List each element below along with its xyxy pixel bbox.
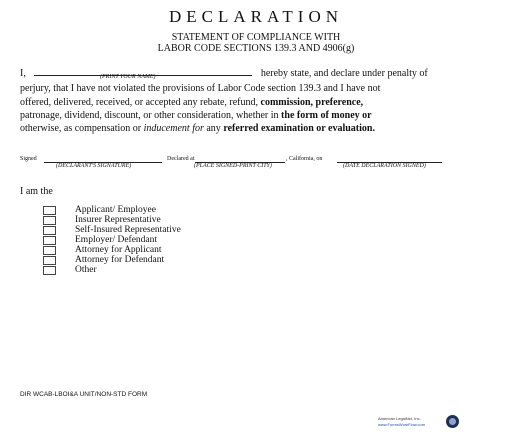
form-id: DIR WCAB-LBOI&A UNIT/NON-STD FORM <box>20 391 148 398</box>
publisher-url: www.FormsWorkFlow.com <box>378 422 426 427</box>
option-insurer-representative: Insurer Representative <box>75 215 161 225</box>
checkbox-applicant-employee[interactable] <box>43 206 56 215</box>
declarant-signature-label: (DECLARANT'S SIGNATURE) <box>56 163 132 169</box>
statement-prefix: I, <box>20 68 26 79</box>
checkbox-attorney-defendant[interactable] <box>43 256 56 265</box>
option-employer-defendant: Employer/ Defendant <box>75 235 158 245</box>
subtitle-line-2: LABOR CODE SECTIONS 139.3 AND 4906(g) <box>157 43 355 54</box>
document-title: DECLARATION <box>169 7 343 26</box>
option-self-insured-representative: Self-Insured Representative <box>75 225 181 235</box>
checkbox-employer-defendant[interactable] <box>43 236 56 245</box>
statement-line-1 <box>20 65 428 80</box>
signed-label: Signed <box>20 156 37 162</box>
statement-line-3-bold: commission, preference, <box>260 97 364 108</box>
option-applicant-employee: Applicant/ Employee <box>75 205 156 215</box>
statement-line-2: perjury, that I have not violated the provisions of Labor Code section 139.3 and I have not <box>20 83 381 94</box>
option-attorney-defendant: Attorney for Defendant <box>75 255 165 265</box>
statement-line-3 <box>20 97 363 109</box>
place-signed-label: (PLACE SIGNED-PRINT CITY) <box>194 163 272 169</box>
i-am-the-label: I am the <box>20 186 53 197</box>
statement-line-4-bold: the form of money or <box>281 110 372 121</box>
statement-line-5-bold: referred examination or evaluation. <box>223 123 375 134</box>
statement-line-4 <box>20 110 372 122</box>
print-name-label: (PRINT YOUR NAME) <box>100 74 156 80</box>
statement-line-5-italic: inducement for <box>143 123 204 134</box>
option-attorney-applicant: Attorney for Applicant <box>75 245 162 255</box>
checkbox-self-insured-representative[interactable] <box>43 226 56 235</box>
date-signed-label: (DATE DECLARATION SIGNED) <box>343 163 426 169</box>
declared-at-label: Declared at <box>167 156 195 162</box>
statement-line-5 <box>20 123 375 135</box>
subtitle-line-1: STATEMENT OF COMPLIANCE WITH <box>171 32 341 43</box>
statement-line-4-text: patronage, dividend, discount, or other consideration, whether in <box>20 110 279 121</box>
california-on-label: , California, on <box>286 156 323 162</box>
publisher-logo-icon <box>446 415 459 428</box>
statement-after-name: hereby state, and declare under penalty of <box>260 68 428 79</box>
checkbox-insurer-representative[interactable] <box>43 216 56 225</box>
publisher-name: American LegalNet, Inc. <box>378 416 421 421</box>
checkbox-other[interactable] <box>43 266 56 275</box>
checkbox-attorney-applicant[interactable] <box>43 246 56 255</box>
statement-line-5-text: otherwise, as compensation or <box>20 123 142 134</box>
statement-line-3-text: offered, delivered, received, or accepted any rebate, refund, <box>20 97 259 108</box>
statement-line-5-any: any <box>206 123 221 134</box>
option-other: Other <box>75 265 97 275</box>
